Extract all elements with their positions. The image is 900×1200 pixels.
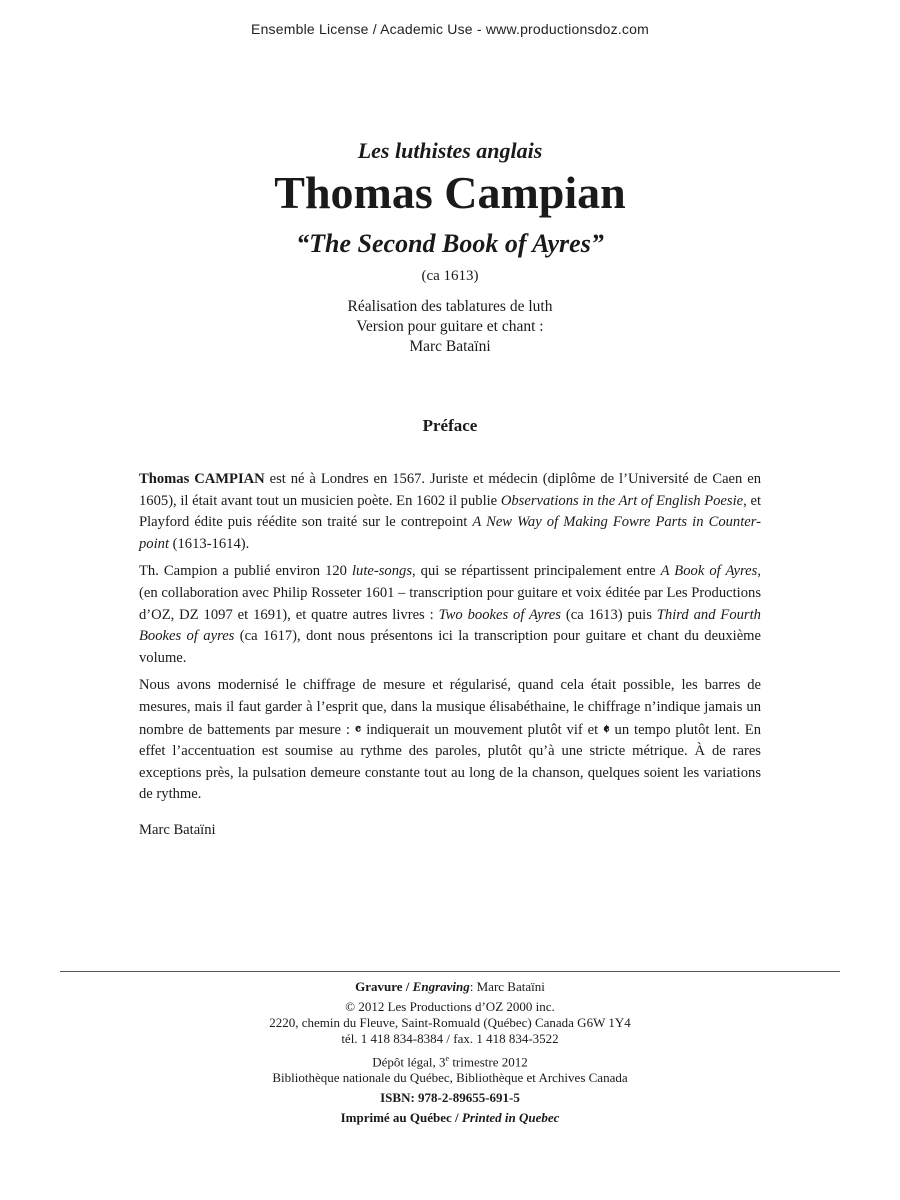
text-run: est né à Londres en 1567. Juriste et médecin (diplôme de l’Université de Caen en 1605), il était avant tout un musicien poète. En 1602 il publie bbox=[139, 471, 762, 509]
copyright: © 2012 Les Productions d’OZ 2000 inc. bbox=[345, 999, 555, 1014]
preface-paragraph-2 bbox=[139, 561, 761, 669]
printed-in bbox=[0, 1110, 900, 1126]
engraving-credit bbox=[0, 979, 900, 995]
text-run: Dépôt légal, 3 bbox=[372, 1054, 446, 1070]
address: 2220, chemin du Fleuve, Saint-Romuald (Québec) Canada G6W 1Y4 bbox=[269, 1015, 631, 1030]
isbn bbox=[0, 1090, 900, 1106]
engraving-name: : Marc Bataïni bbox=[469, 979, 545, 994]
preface-body bbox=[139, 469, 761, 812]
book-title: A New Way of Making Fowre Parts in Counter-point bbox=[139, 514, 761, 552]
text-run: (1613-1614). bbox=[169, 535, 250, 552]
colophon bbox=[0, 979, 900, 1130]
credit-line-tablature: Réalisation des tablatures de luth bbox=[347, 298, 553, 315]
book-title: Observations in the Art of English Poesie bbox=[500, 492, 744, 509]
library-line: Bibliothèque nationale du Québec, Bibliothèque et Archives Canada bbox=[272, 1070, 628, 1086]
text-run: , qui se répartissent principalement entre bbox=[412, 563, 661, 580]
credits-block bbox=[0, 297, 900, 357]
cut-time-icon: 𝄵 bbox=[603, 720, 610, 738]
preface-signature: Marc Bataïni bbox=[139, 822, 216, 838]
text-run: (ca 1617), dont nous présentons ici la transcription pour guitare et chant du deuxième volume. bbox=[139, 628, 762, 666]
common-time-icon: 𝄴 bbox=[354, 720, 362, 738]
phone-fax: tél. 1 418 834-8384 / fax. 1 418 834-3522 bbox=[341, 1031, 559, 1046]
printed-label-en: Printed in Quebec bbox=[461, 1110, 560, 1126]
book-title: Third and Fourth Bookes of ayres bbox=[139, 606, 761, 645]
text-run: trimestre 2012 bbox=[449, 1054, 528, 1070]
work-title: “The Second Book of Ayres” bbox=[296, 229, 604, 258]
work-date: (ca 1613) bbox=[421, 268, 479, 284]
printed-label: Imprimé au Québec / bbox=[340, 1110, 462, 1126]
credit-line-version: Version pour guitare et chant : bbox=[356, 318, 544, 335]
credit-name: Marc Bataïni bbox=[409, 338, 491, 355]
preface-paragraph-1 bbox=[139, 469, 761, 555]
engraving-label: Gravure / bbox=[355, 979, 413, 994]
preface-heading: Préface bbox=[422, 416, 478, 435]
superscript: e bbox=[445, 1054, 450, 1063]
composer-title: Thomas Campian bbox=[274, 167, 626, 218]
text-run: (ca 1613) puis bbox=[560, 606, 657, 623]
text-run: Nous avons modernisé le chiffrage de mesure et régularisé, quand cela était possible, les barres de mesures, mais il faut garder à l’esprit que, dans la musique élisabéthaine, le chiffrage n’indique jamais un nombre de battements par mesure : bbox=[139, 677, 761, 738]
book-title: A Book of Ayres bbox=[660, 563, 758, 580]
composer-name: Thomas CAMPIAN bbox=[139, 471, 265, 487]
preface-paragraph-3 bbox=[139, 675, 761, 806]
text-run: , (en collaboration avec Philip Rosseter 1601 – transcription pour guitare et voix éditée par Les Productions d’OZ, DZ 1097 et 1691), et quatre autres livres : bbox=[139, 563, 761, 623]
text-run: indiquerait un mouvement plutôt vif et bbox=[361, 721, 604, 738]
text-run: Th. Campion a publié environ 120 bbox=[139, 563, 352, 580]
engraving-label-en: Engraving bbox=[412, 979, 470, 994]
publisher-block bbox=[0, 999, 900, 1047]
series-title: Les luthistes anglais bbox=[357, 138, 543, 163]
legal-block bbox=[0, 1051, 900, 1086]
isbn-text: ISBN: 978-2-89655-691-5 bbox=[380, 1090, 520, 1106]
legal-deposit bbox=[0, 1051, 900, 1070]
book-title: Two bookes of Ayres bbox=[438, 606, 561, 623]
text-run: , et Playford édite puis réédite son traité sur le contrepoint bbox=[139, 492, 761, 531]
license-header: Ensemble License / Academic Use - www.productionsdoz.com bbox=[251, 21, 649, 37]
book-title: lute-songs bbox=[352, 563, 412, 580]
footer-divider bbox=[60, 971, 840, 972]
text-run: un tempo plutôt lent. En effet l’accentuation est soumise au rythme des paroles, plutôt qu’à une stricte métrique. À de rares exceptions près, la pulsation demeure constante tout au long de la chanson, quelques soient les variations de rythme. bbox=[139, 721, 761, 803]
